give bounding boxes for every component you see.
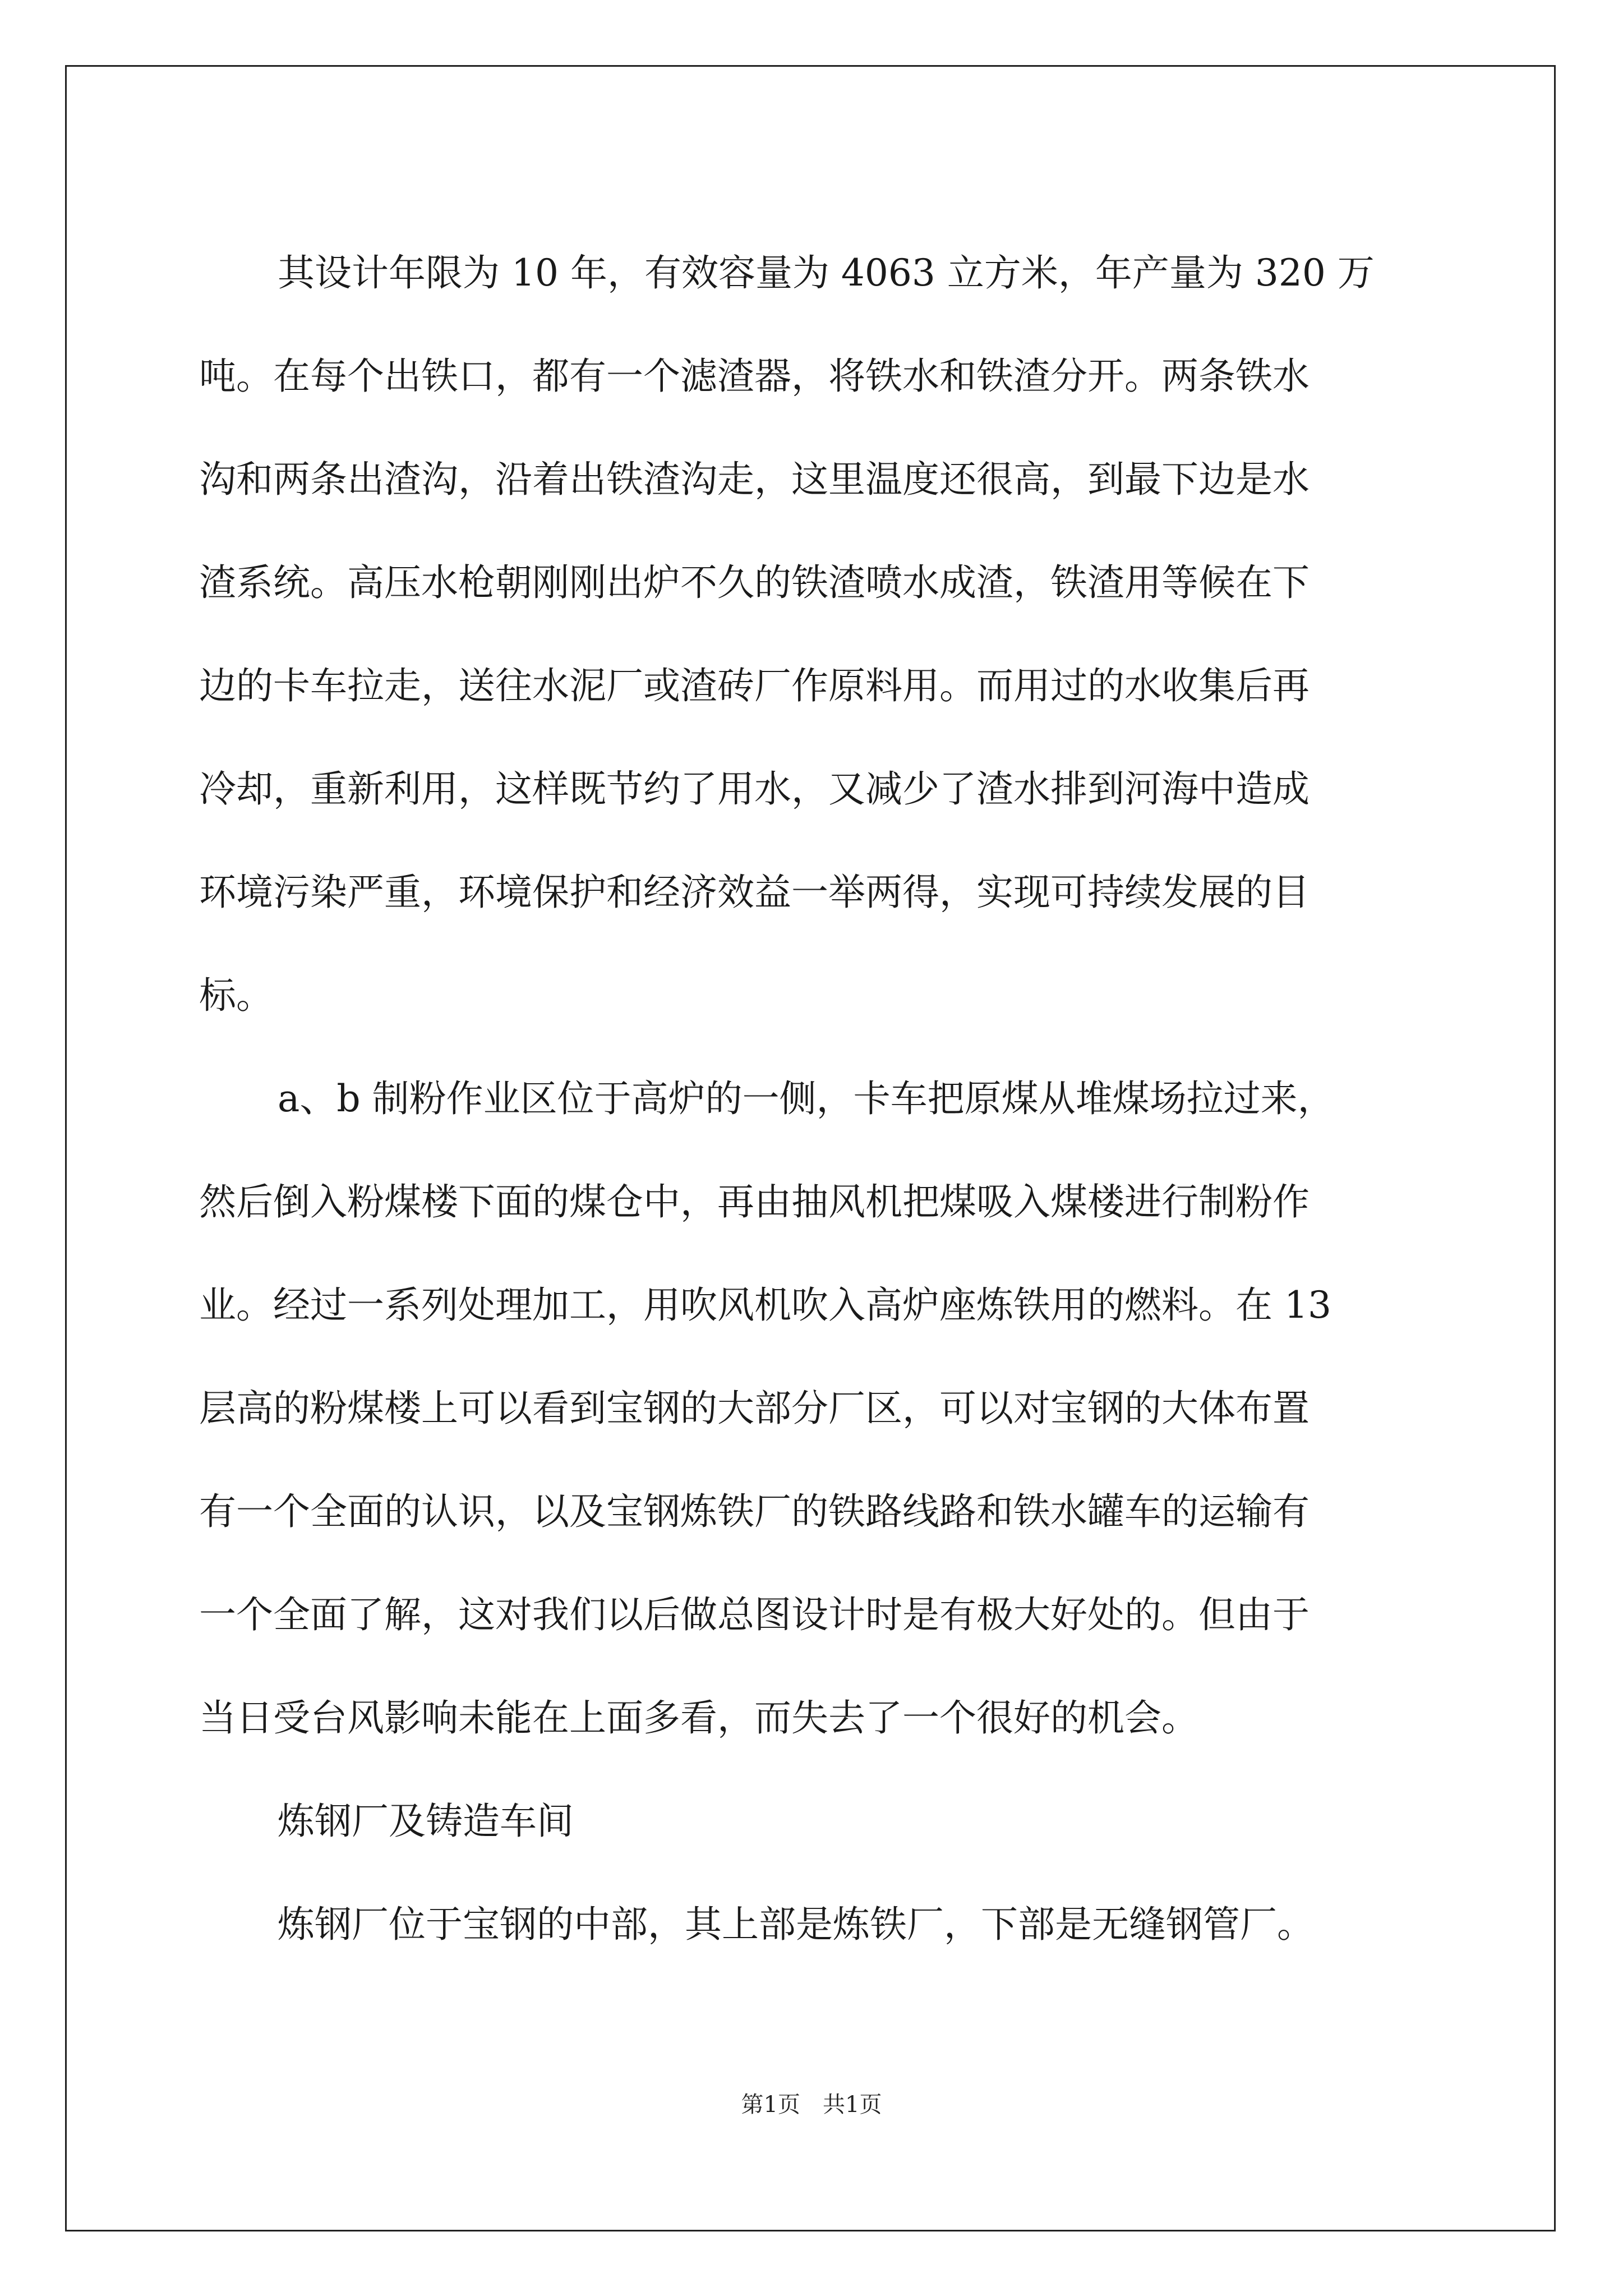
paragraph-line: 沟和两条出渣沟，沿着出铁渣沟走，这里温度还很高，到最下边是水 — [199, 458, 1310, 501]
paragraph-line: 然后倒入粉煤楼下面的煤仓中，再由抽风机把煤吸入煤楼进行制粉作 — [199, 1180, 1310, 1223]
paragraph-line: 标。 — [199, 974, 273, 1017]
page-number-label: 第1页 共1页 — [741, 2092, 882, 2118]
page-footer — [0, 2088, 1623, 2122]
paragraph-line: 炼钢厂位于宝钢的中部，其上部是炼铁厂，下部是无缝钢管厂。 — [278, 1903, 1314, 1946]
paragraph-blast-furnace — [199, 222, 1433, 1047]
paragraph-line: 有一个全面的认识，以及宝钢炼铁厂的铁路线路和铁水罐车的运输有 — [199, 1490, 1310, 1533]
paragraph-line: 冷却，重新利用，这样既节约了用水，又减少了渣水排到河海中造成 — [199, 767, 1310, 811]
paragraph-line: 一个全面了解，这对我们以后做总图设计时是有极大好处的。但由于 — [199, 1593, 1310, 1636]
section-heading-text: 炼钢厂及铸造车间 — [278, 1800, 574, 1843]
paragraph-line: 环境污染严重，环境保护和经济效益一举两得，实现可持续发展的目 — [199, 871, 1310, 914]
section-heading — [199, 1770, 1433, 1873]
paragraph-line: 当日受台风影响未能在上面多看，而失去了一个很好的机会。 — [199, 1696, 1198, 1740]
paragraph-line: 业。经过一系列处理加工，用吹风机吹入高炉座炼铁用的燃料。在 13 — [199, 1283, 1331, 1327]
paragraph-line: 边的卡车拉走，送往水泥厂或渣砖厂作原料用。而用过的水收集后再 — [199, 664, 1310, 707]
paragraph-line: 层高的粉煤楼上可以看到宝钢的大部分厂区，可以对宝钢的大体布置 — [199, 1387, 1310, 1430]
paragraph-line: 吨。在每个出铁口，都有一个滤渣器，将铁水和铁渣分开。两条铁水 — [199, 355, 1310, 398]
document-body — [199, 222, 1433, 1976]
paragraph-coal-powder — [199, 1047, 1433, 1770]
paragraph-line: 渣系统。高压水枪朝刚刚出炉不久的铁渣喷水成渣，铁渣用等候在下 — [199, 561, 1310, 604]
paragraph-line: 其设计年限为 10 年，有效容量为 4063 立方米，年产量为 320 万 — [278, 251, 1375, 295]
paragraph-steel-plant — [199, 1873, 1433, 1976]
paragraph-line: a、b 制粉作业区位于高炉的一侧，卡车把原煤从堆煤场拉过来， — [278, 1077, 1335, 1120]
